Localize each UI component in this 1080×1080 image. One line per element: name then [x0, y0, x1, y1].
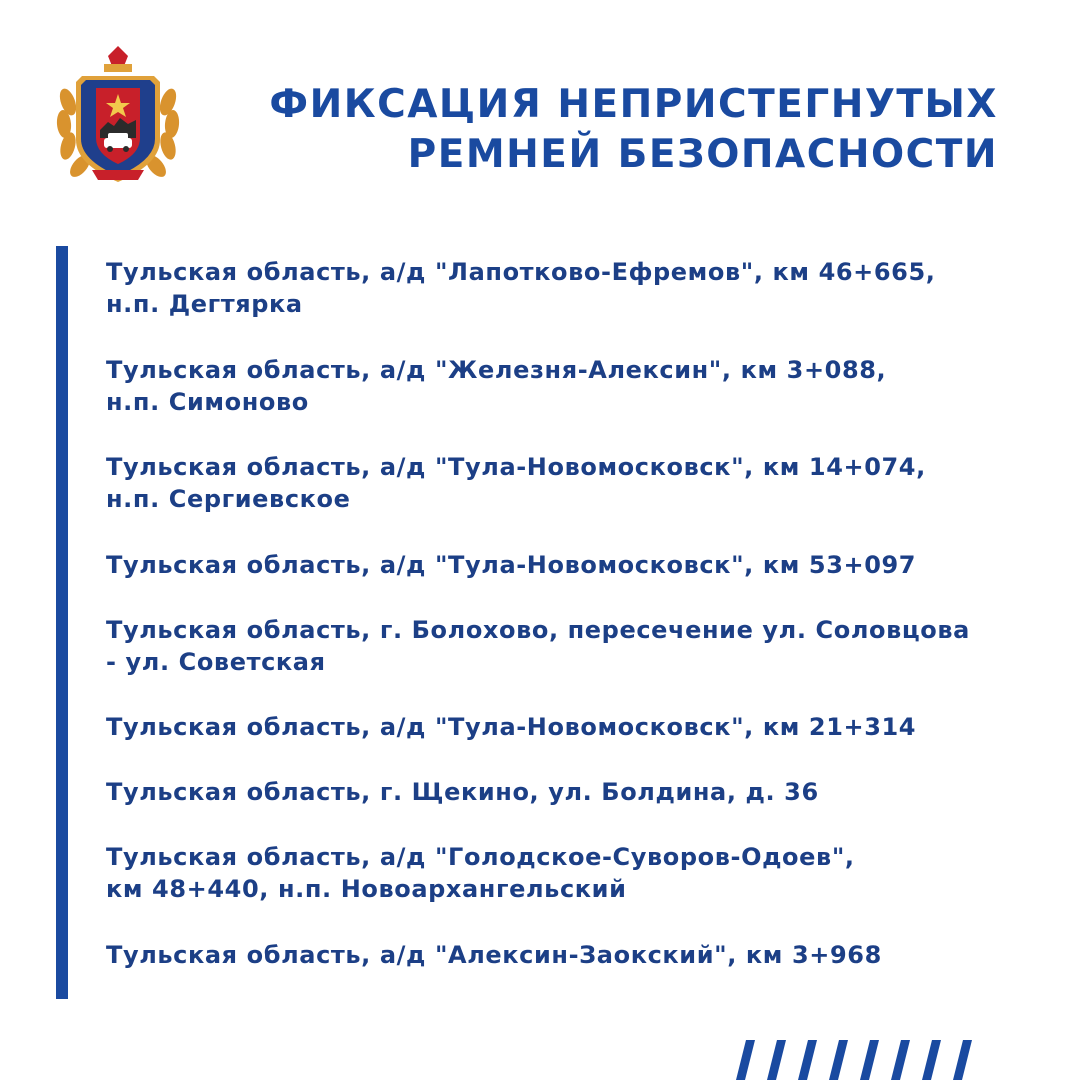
police-emblem-icon [52, 42, 184, 190]
slash-stripe-icon [829, 1040, 848, 1080]
list-item-line: Тульская область, а/д "Тула-Новомосковск", км 14+074, [106, 453, 926, 481]
list-item-line: н.п. Дегтярка [106, 290, 303, 318]
page-title-line-2: РЕМНЕЙ БЕЗОПАСНОСТИ [407, 132, 998, 177]
list-item-line: Тульская область, а/д "Тула-Новомосковск", км 21+314 [106, 713, 917, 741]
slash-stripe-icon [953, 1040, 972, 1080]
slash-stripe-icon [922, 1040, 941, 1080]
list-item-line: Тульская область, а/д "Алексин-Заокский", км 3+968 [106, 941, 882, 969]
list-item-line: Тульская область, а/д "Голодское-Суворов-Одоев", [106, 843, 855, 871]
list-item-line: Тульская область, г. Щекино, ул. Болдина, д. 36 [106, 778, 819, 806]
slash-stripe-icon [798, 1040, 817, 1080]
slash-stripe-icon [891, 1040, 910, 1080]
list-item-line: Тульская область, а/д "Тула-Новомосковск", км 53+097 [106, 551, 917, 579]
slash-stripe-icon [860, 1040, 879, 1080]
list-item [106, 614, 1056, 678]
slash-stripe-icon [736, 1040, 755, 1080]
list-item-line: Тульская область, а/д "Железня-Алексин", км 3+088, [106, 356, 887, 384]
list-item-line: Тульская область, а/д "Лапотково-Ефремов", км 46+665, [106, 258, 936, 286]
list-item [106, 841, 1056, 905]
slash-stripe-icon [728, 1040, 978, 1080]
list-item-line: Тульская область, г. Болохово, пересечение ул. Соловцова [106, 616, 970, 644]
page-title [238, 80, 998, 180]
list-item [106, 711, 1056, 743]
list-item-line: - ул. Советская [106, 648, 326, 676]
list-item [106, 776, 1056, 808]
slash-stripe-icon [767, 1040, 786, 1080]
list-item [106, 354, 1056, 418]
list-item [106, 939, 1056, 971]
page-title-line-1: ФИКСАЦИЯ НЕПРИСТЕГНУТЫХ [269, 82, 998, 127]
list-item-line: н.п. Сергиевское [106, 485, 351, 513]
list-item [106, 451, 1056, 515]
list-item-line: н.п. Симоново [106, 388, 309, 416]
accent-bar [56, 246, 68, 999]
list-item-line: км 48+440, н.п. Новоархангельский [106, 875, 627, 903]
list-item [106, 549, 1056, 581]
list-item [106, 256, 1056, 320]
